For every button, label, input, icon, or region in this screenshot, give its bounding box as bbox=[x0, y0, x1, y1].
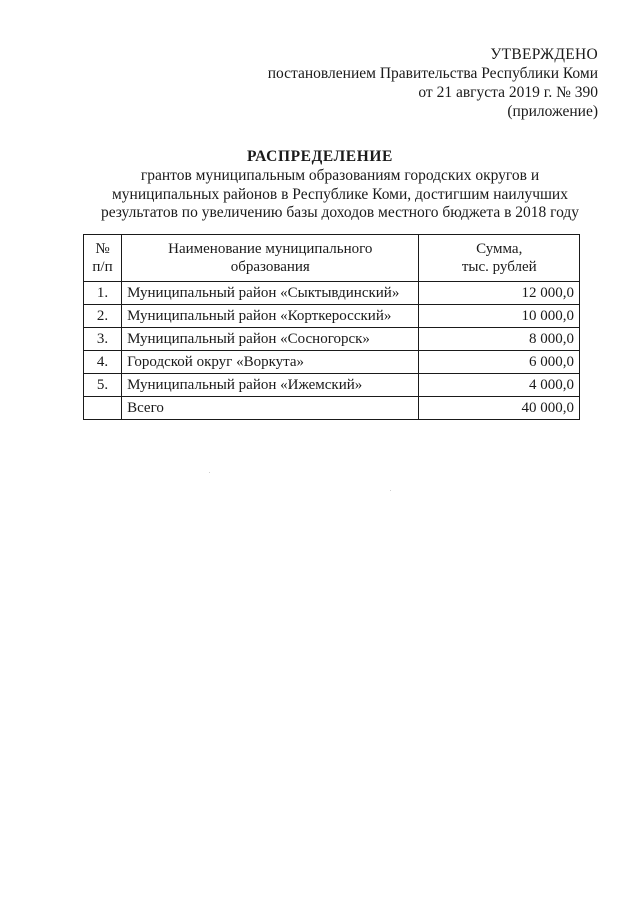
table-row bbox=[84, 351, 580, 374]
row-name: Муниципальный район «Корткеросский» bbox=[122, 305, 419, 328]
approval-authority: постановлением Правительства Республики Коми bbox=[267, 65, 598, 82]
grants-table bbox=[83, 234, 580, 420]
subtitle-line-2: муниципальных районов в Республике Коми, достигшим наилучших bbox=[112, 185, 568, 203]
table-row bbox=[84, 305, 580, 328]
document-subtitle bbox=[80, 167, 600, 223]
table-row bbox=[84, 374, 580, 397]
approval-appendix-note: (приложение) bbox=[507, 103, 598, 120]
scan-speck bbox=[390, 490, 391, 491]
header-number: № п/п bbox=[84, 235, 122, 282]
table-header bbox=[84, 235, 580, 282]
document-title: РАСПРЕДЕЛЕНИЕ bbox=[247, 148, 393, 165]
header-row bbox=[84, 235, 580, 282]
total-number bbox=[84, 397, 122, 420]
scan-speck bbox=[209, 472, 210, 473]
row-amount: 8 000,0 bbox=[419, 328, 580, 351]
row-amount: 12 000,0 bbox=[419, 282, 580, 305]
row-name: Муниципальный район «Сыктывдинский» bbox=[122, 282, 419, 305]
row-number: 2. bbox=[84, 305, 122, 328]
table-row bbox=[84, 328, 580, 351]
approval-stamp bbox=[268, 45, 598, 121]
row-amount: 6 000,0 bbox=[419, 351, 580, 374]
table-body bbox=[84, 282, 580, 420]
header-amount: Сумма, тыс. рублей bbox=[419, 235, 580, 282]
row-name: Муниципальный район «Ижемский» bbox=[122, 374, 419, 397]
approval-title: УТВЕРЖДЕНО bbox=[490, 46, 598, 63]
approval-date-number: от 21 августа 2019 г. № 390 bbox=[418, 84, 598, 101]
row-number: 4. bbox=[84, 351, 122, 374]
total-label: Всего bbox=[122, 397, 419, 420]
subtitle-line-1: грантов муниципальным образованиям городских округов и bbox=[140, 167, 540, 184]
header-name: Наименование муниципального образования bbox=[122, 235, 419, 282]
table-row bbox=[84, 282, 580, 305]
row-number: 5. bbox=[84, 374, 122, 397]
row-name: Муниципальный район «Сосногорск» bbox=[122, 328, 419, 351]
subtitle-line-3: результатов по увеличению базы доходов местного бюджета в 2018 году bbox=[100, 204, 580, 221]
row-amount: 4 000,0 bbox=[419, 374, 580, 397]
row-number: 3. bbox=[84, 328, 122, 351]
total-row bbox=[84, 397, 580, 420]
row-number: 1. bbox=[84, 282, 122, 305]
row-name: Городской округ «Воркута» bbox=[122, 351, 419, 374]
total-amount: 40 000,0 bbox=[419, 397, 580, 420]
row-amount: 10 000,0 bbox=[419, 305, 580, 328]
